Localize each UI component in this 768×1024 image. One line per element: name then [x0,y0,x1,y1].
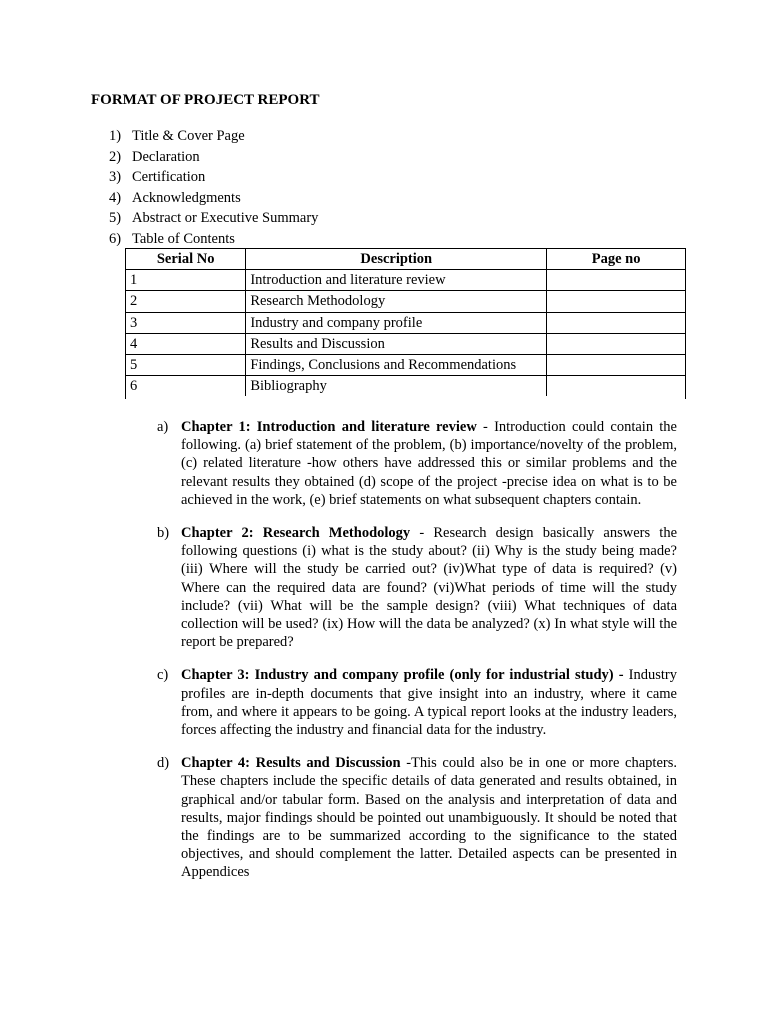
chapter-item [157,754,677,881]
cell-page [547,291,686,312]
list-text: Acknowledgments [132,189,241,206]
chapter-item [157,418,677,509]
chapter-body: - Introduction could contain the following. (a) brief statement of the problem, (b) importance/novelty of the problem, (c) related literature -how others have addressed this or similar problems and the relevant results they obtained (d) scope of the project -precise idea on what is to be achieved in the work, (e) brief statements on what subsequent chapters contain. [181,419,677,508]
chapter-heading: Chapter 4: Results and Discussion [181,755,401,772]
header-serial-no: Serial No [126,249,246,270]
chapter-heading: Chapter 3: Industry and company profile (only for industrial study) - [181,667,624,684]
list-number: 5) [109,210,122,227]
table-header-row [126,249,686,270]
list-text: Declaration [132,148,200,165]
cell-page [547,270,686,291]
list-item [109,208,318,229]
cell-description: Introduction and literature review [246,270,547,291]
chapter-letter: b) [157,525,170,542]
chapter-item [157,524,677,651]
header-description: Description [246,249,547,270]
cell-serial: 6 [126,376,246,397]
list-item [109,167,318,188]
list-text: Table of Contents [132,230,235,247]
cell-serial: 2 [126,291,246,312]
cell-serial: 4 [126,333,246,354]
list-item [109,188,318,209]
table-row [126,291,686,312]
cell-description: Results and Discussion [246,333,547,354]
cell-serial: 5 [126,354,246,375]
list-number: 2) [109,148,122,165]
list-text: Abstract or Executive Summary [132,210,319,227]
page-title: FORMAT OF PROJECT REPORT [91,92,320,108]
cell-description: Findings, Conclusions and Recommendations [246,354,547,375]
list-item [109,229,318,250]
table-row [126,312,686,333]
chapter-body: - Research design basically answers the following questions (i) what is the study about? (ii) Why is the study being made? (iii) Where will the study be carried out? (iv)What type of data is required? (v) Where can the required data are found? (vi)What periods of time will the study include? (vii) What will be the sample design? (viii) What techniques of data collection will be used? (ix) How will the data be analyzed? (x) In what style will the report be prepared? [181,525,678,651]
list-item [109,147,318,168]
list-text: Certification [132,169,206,186]
chapter-heading: Chapter 1: Introduction and literature review [181,419,477,435]
table-edge-mark [125,391,126,399]
chapter-letter: d) [157,755,170,772]
chapter-letter: a) [157,419,169,435]
table-row [126,376,686,397]
chapter-heading: Chapter 2: Research Methodology [181,525,411,542]
chapter-item [157,666,677,739]
cell-description: Industry and company profile [246,312,547,333]
table-row [126,270,686,291]
list-number: 3) [109,169,122,186]
chapter-letter: c) [157,667,169,684]
list-item [109,126,318,147]
cell-serial: 1 [126,270,246,291]
table-row [126,354,686,375]
chapter-body: Industry profiles are in-depth documents that give insight into an industry, where it came from, and where it appears to be going. A typical report looks at the industry leaders, forces affecting the industry and financial data for the industry. [181,667,677,739]
cell-page [547,354,686,375]
cell-page [547,376,686,397]
header-page-no: Page no [547,249,686,270]
list-text: Title & Cover Page [132,128,245,144]
cell-page [547,312,686,333]
cell-description: Bibliography [246,376,547,397]
table-row [126,333,686,354]
cell-page [547,333,686,354]
list-number: 6) [109,230,122,247]
cell-serial: 3 [126,312,246,333]
chapter-body: -This could also be in one or more chapters. These chapters include the specific details of data generated and results obtained, in graphical and/or tabular form. Based on the analysis and interpretation of data and results, major findings should be pointed out unambiguously. It should be noted that the findings are to be summarized according to the significance to the stated objectives, and should complement the latter. Detailed aspects can be presented in Appendices [181,755,677,881]
list-number: 4) [109,189,122,206]
table-edge-mark [685,391,686,399]
list-number: 1) [109,128,122,144]
report-sections-list [109,126,318,250]
chapter-descriptions [157,418,677,897]
cell-description: Research Methodology [246,291,547,312]
contents-table [125,248,686,396]
